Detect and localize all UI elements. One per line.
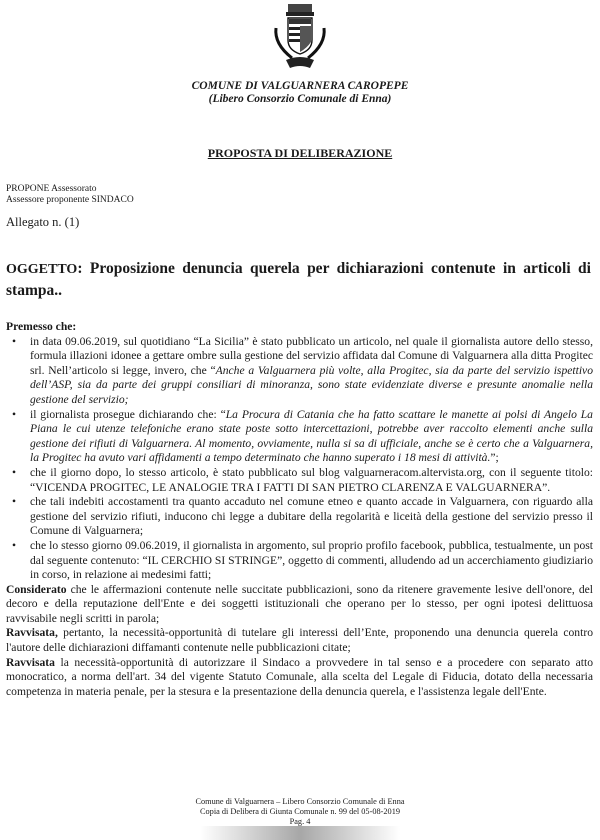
item-quote: La Procura di Catania che ha fatto scattare le manette ai polsi di Angelo La Piana le cui utenze telefoniche erano state poste sotto intercettazioni, potrebbe aver raccolto elementi anche sulla gestione dei rifiuti di Valguarnera. Al momento, ovviamente, nulla si sa di ufficiale, anche se è certo che a Valguarnera, la Progitec ha avuto vari affidamenti a tempo determinato che hanno superato i 18 mesi di attività. [30,407,593,465]
bullet-icon: • [12,465,17,479]
paragraph-lead: Considerato [6,582,67,596]
page-number: Pag. 4 [289,817,311,826]
premesso-list [6,335,593,583]
item-text: in data 09.06.2019, sul quotidiano “La Sicilia” è stato pubblicato un articolo, nel quale il giornalista autore dello stesso, formula illazioni idonee a gettare ombre sulla gestione del servizio affidata dal Comune di Valguarnera alla ditta Progitec srl. Nell’articolo si legge, invero, che “ [30,334,593,377]
item-text: che il giorno dopo, lo stesso articolo, è stato pubblicato sul blog valguarneracom.altervista.org, con il seguente titolo: “VICENDA PROGITEC, LE ANALOGIE TRA I FATTI DI SAN PIETRO CLARENZA E VALGUARNERA”. [30,465,593,494]
ravvisata-paragraph-2 [6,656,593,700]
subject-label: OGGETTO [6,262,78,277]
consortium-name: (Libero Consorzio Comunale di Enna) [208,93,392,105]
paragraph-lead: Ravvisata [6,655,55,669]
item-text: che lo stesso giorno 09.06.2019, il giornalista in argomento, sul proprio profilo facebook, pubblica, testualmente, un post dal seguente contenuto: “IL CERCHIO SI STRINGE”, oggetto di commenti, alludendo ad un accerchiamento giudiziario in corso, in relazione ai medesimi fatti; [30,538,593,582]
bullet-icon: • [12,407,17,421]
paragraph-lead: Ravvisata, [6,626,58,640]
title-text: PROPOSTA DI DELIBERAZIONE [207,146,393,160]
paragraph-text: la necessità-opportunità di autorizzare il Sindaco a provvedere in tal senso e a procedere con separato atto monocratico, a norma dell'art. 34 del vigente Statuto Comunale, alla scelta del Legale di Fiducia, dotato della necessaria competenza in materia penale, per la stesura e la presentazione della denuncia querela, e l'assistenza legale dell'Ente. [6,655,593,698]
paragraph-text: pertanto, la necessità-opportunità di tutelare gli interessi dell’Ente, proponendo una denuncia querela contro l'autore delle dichiarazioni diffamanti contenute nelle pubblicazioni citate; [6,626,593,655]
subject-block [6,258,591,301]
proposer-line-1: PROPONE Assessorato [6,184,97,194]
paragraph-text: che le affermazioni contenute nelle succitate pubblicazioni, sono da ritenere gravemente lesive dell'onore, del decoro e della reputazione dell'Ente e dei soggetti istituzionali che operano per lo stesso, per ogni ipotesi delittuosa ravvisabile negli scritti in parola; [6,582,593,625]
item-tail: ”; [490,451,499,465]
proposer-line-2: Assessore proponente SINDACO [6,195,134,205]
document-title [0,146,600,161]
scan-smudge [200,826,400,840]
subject-text: Proposizione denuncia querela per dichiarazioni contenute in articoli di stampa.. [6,260,591,299]
ravvisata-paragraph-1 [6,626,593,655]
subject-colon: : [77,260,90,277]
municipality-name: COMUNE DI VALGUARNERA CAROPEPE [191,80,409,92]
list-item [6,539,593,583]
footer-line-1: Comune di Valguarnera – Libero Consorzio Comunale di Enna [195,797,405,806]
document-body [6,320,593,699]
item-quote: Anche a Valguarnera più volte, alla Progitec, sia da parte del servizio ispettivo dell’ASP, sia da parte dei gruppi consiliari di minoranza, sono state evidenziate diverse e presunte anomalie nella gestione del servizio; [30,363,593,406]
list-item [6,466,593,495]
item-text: che tali indebiti accostamenti tra quanto accaduto nel comune etneo e quanto accade in Valguarnera, con riguardo alla gestione del servizio rifiuti, inducono chi legge a dubitare della regolarità e liceità della gestione del servizio presso il Comune di Valguarnera; [30,495,593,538]
list-item [6,495,593,539]
premesso-heading: Premesso che: [6,320,77,333]
coat-of-arms-icon [262,2,338,74]
considerato-paragraph [6,583,593,627]
list-item [6,335,593,408]
bullet-icon: • [12,538,17,552]
list-item [6,408,593,466]
attachment-number: Allegato n. (1) [6,215,80,229]
bullet-icon: • [12,334,17,348]
footer-line-2: Copia di Delibera di Giunta Comunale n. 99 del 05-08-2019 [199,807,400,816]
item-text: il giornalista prosegue dichiarando che: “ [30,407,226,421]
bullet-icon: • [12,495,17,509]
